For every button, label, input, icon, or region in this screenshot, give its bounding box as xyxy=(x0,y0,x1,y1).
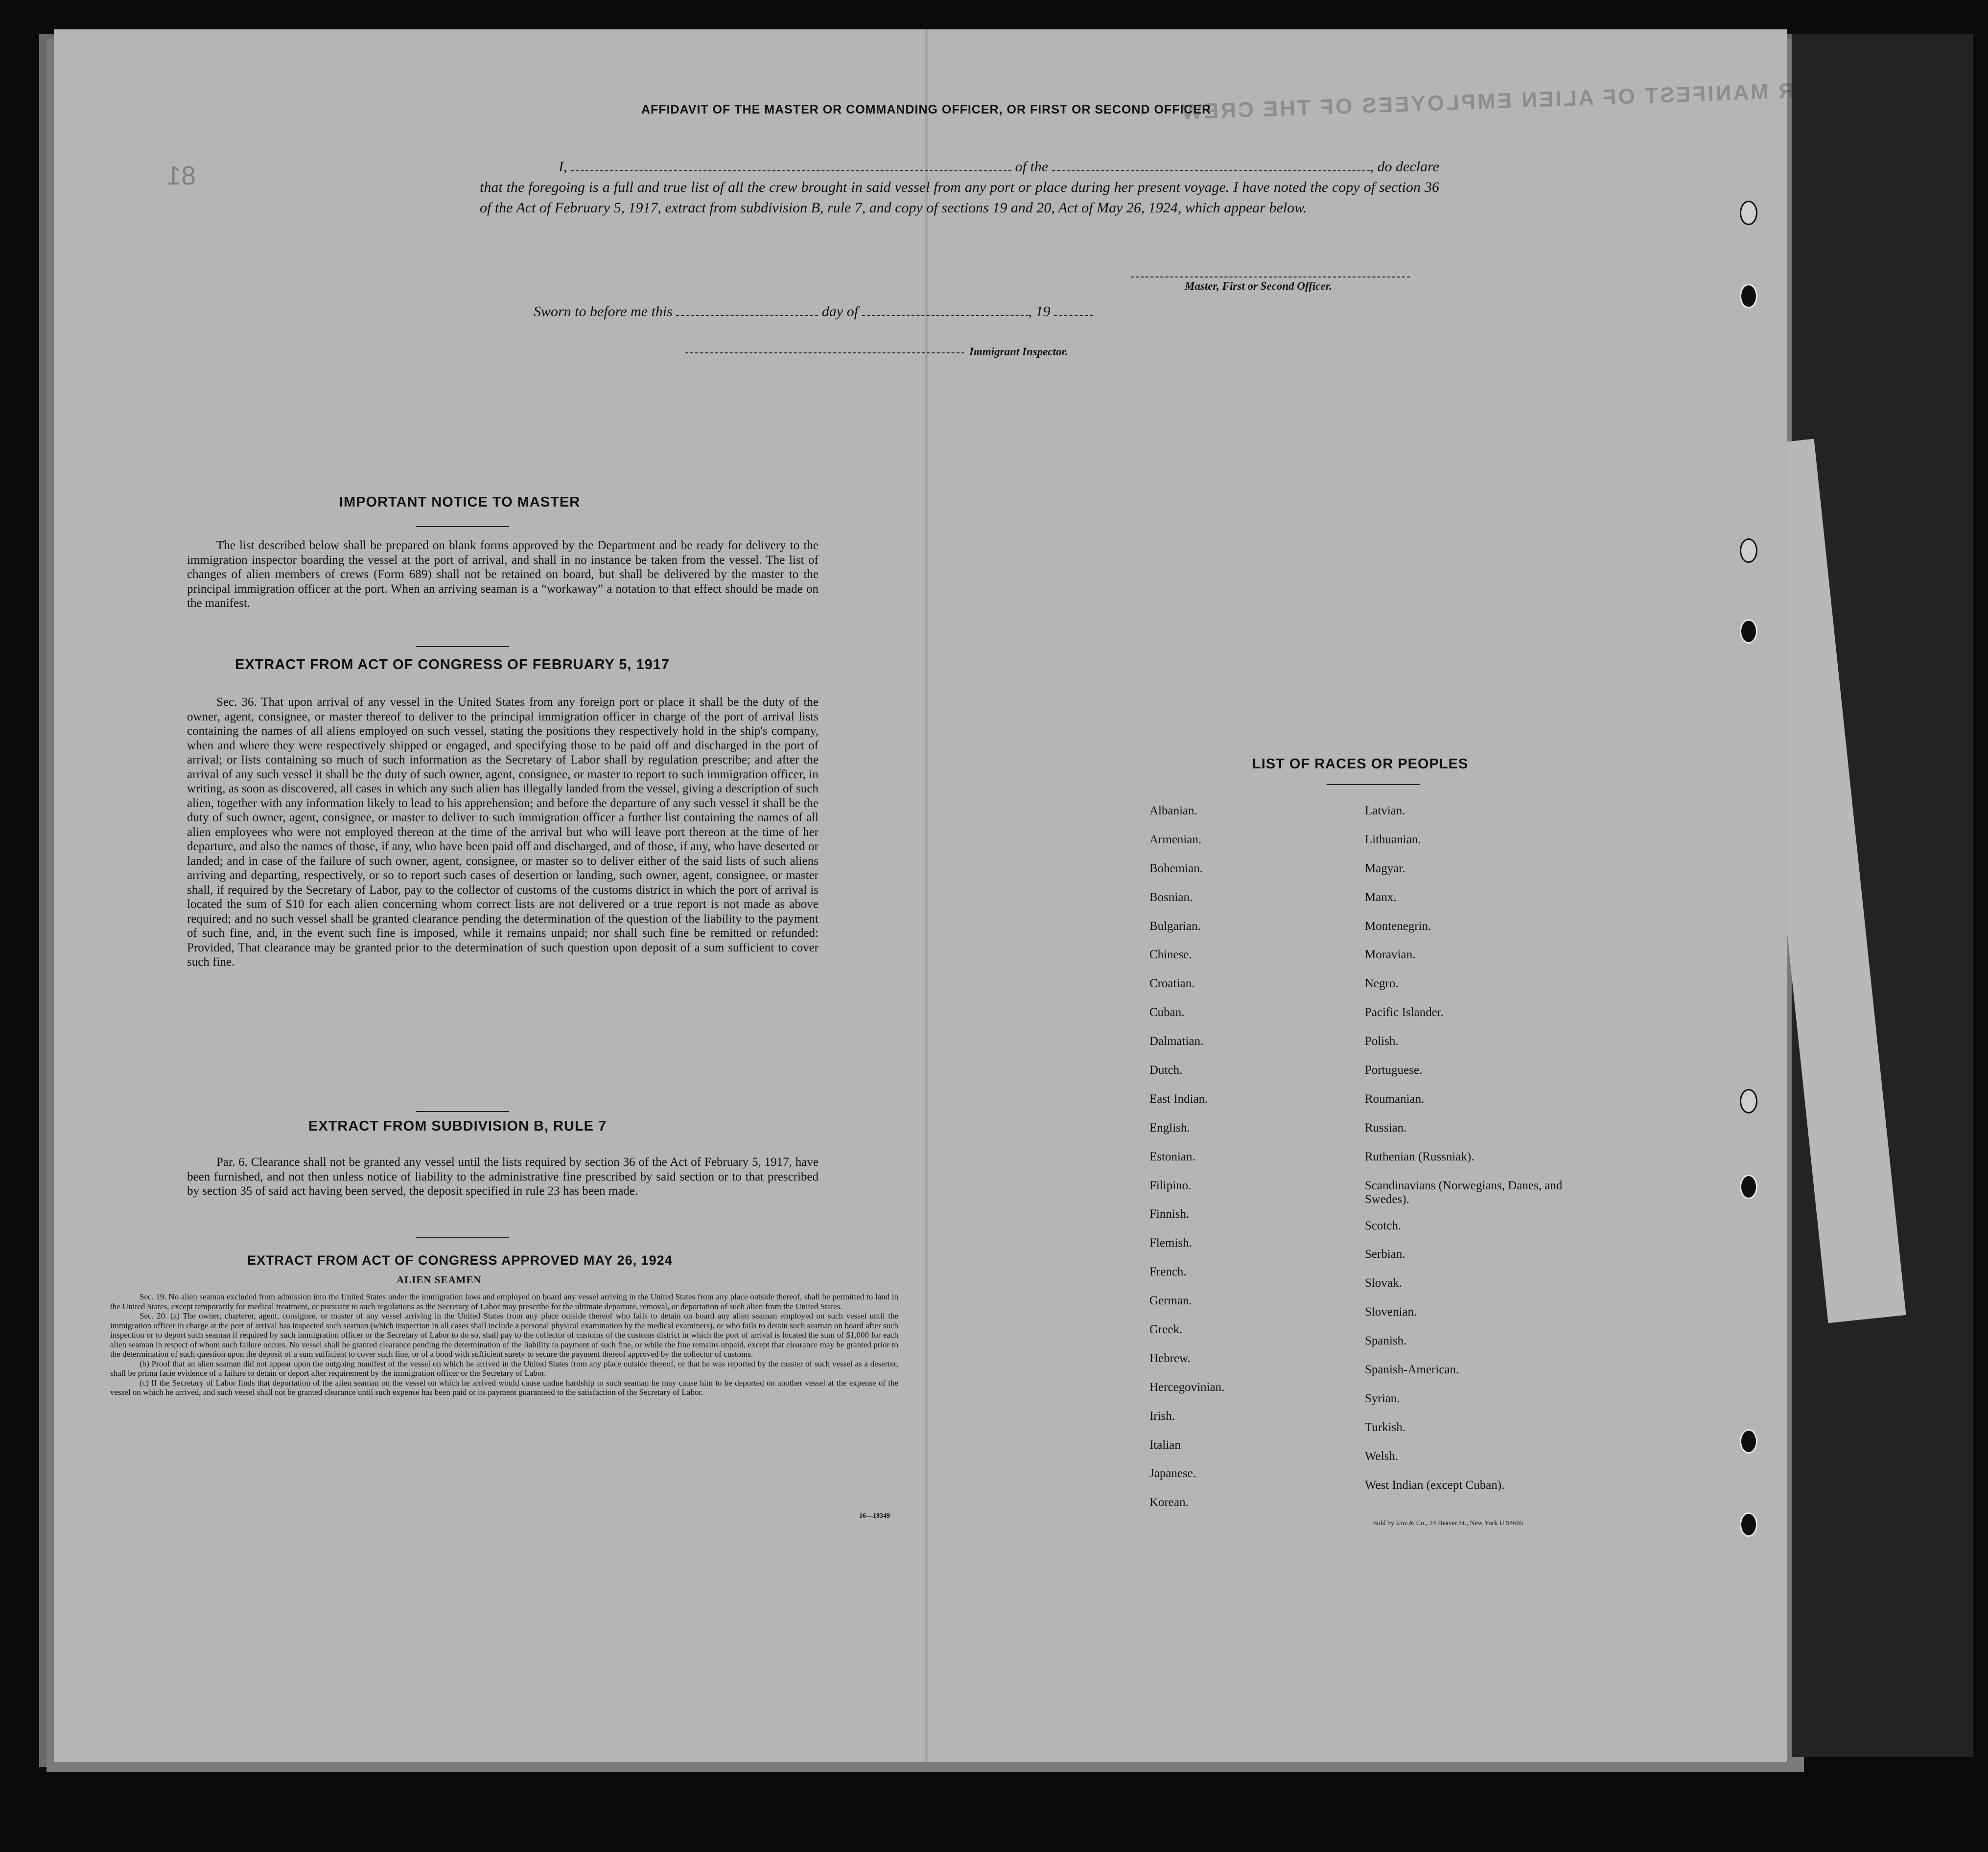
affidavit-title: AFFIDAVIT OF THE MASTER OR COMMANDING OFFICER, OR FIRST OR SECOND OFFICER xyxy=(641,103,1212,116)
race-list-item: Latvian. xyxy=(1365,804,1405,817)
race-list-item: Slovak. xyxy=(1365,1276,1402,1290)
signature-blank xyxy=(1131,277,1410,278)
race-list-item: Portuguese. xyxy=(1365,1064,1423,1077)
race-list-item: German. xyxy=(1149,1294,1192,1308)
punch-hole xyxy=(1740,1512,1757,1537)
day-blank xyxy=(676,304,818,316)
sworn-line xyxy=(534,303,1093,320)
name-blank xyxy=(571,160,1011,171)
race-list-item: Ruthenian (Russniak). xyxy=(1365,1150,1474,1163)
bleed-through-number: 81 xyxy=(166,161,196,190)
affidavit-declare: , do declare xyxy=(1370,159,1439,175)
sec-20b-text: (b) Proof that an alien seaman did not appear upon the outgoing manifest of the vessel on which he arrived in the United States from any place outside thereof, or that he was reported by the master of such vessel as a deserter, shall be prima facie evidence of a failure to detain or deport after requirement by the immigration officer or the Secretary of Labor. xyxy=(110,1359,898,1378)
section-rule xyxy=(416,1237,509,1238)
race-list-item: Welsh. xyxy=(1365,1449,1399,1463)
race-list-item: Irish. xyxy=(1149,1409,1175,1423)
race-list-item: West Indian (except Cuban). xyxy=(1365,1478,1505,1492)
affidavit-body: that the foregoing is a full and true list of all the crew brought in said vessel from any port or place during her present voyage. I have noted the copy of section 36 of the Act of February 5, 1917, extract from subdivision B, rule 7, and copy of sections 19 and 20, Act of May 26, 1924, which appear below. xyxy=(480,179,1439,216)
race-list-item: Finnish. xyxy=(1149,1207,1190,1221)
punch-hole xyxy=(1740,1429,1757,1454)
race-list-item: Estonian. xyxy=(1149,1150,1195,1163)
race-list-item: Chinese. xyxy=(1149,948,1192,962)
extract-1924-text xyxy=(110,1292,898,1397)
sec-19-text: Sec. 19. No alien seaman excluded from admission into the United States under the immigration laws and employed on board any vessel arriving in the United States from any place outside thereof, shall be permitted to land in the United States, except temporarily for medical treatment, or pursuant to such regulations as the Secretary of Labor may prescribe for the ultimate departure, removal, or deportation of such alien from the United States. xyxy=(110,1292,898,1311)
sworn-text: Sworn to before me this xyxy=(534,303,673,320)
punch-hole xyxy=(1740,1175,1757,1199)
race-list-item: Spanish. xyxy=(1365,1334,1407,1348)
page-fold xyxy=(925,29,928,1762)
races-left-column xyxy=(1149,804,1296,1525)
race-list-item: Roumanian. xyxy=(1365,1092,1425,1106)
race-list-item: Greek. xyxy=(1149,1323,1183,1337)
race-list-item: Syrian. xyxy=(1365,1391,1400,1405)
sec-20c-text: (c) If the Secretary of Labor finds that deportation of the alien seaman on the vessel on which he arrived would cause undue hardship to such seaman he may cause him to be deported on another vessel at the expense of the vessel on which he arrived, and such vessel shall not be granted clearance until such expense has been paid or its payment guaranteed to the satisfaction of the Secretary of Labor. xyxy=(110,1378,898,1397)
race-list-item: Scandinavians (Norwegians, Danes, and Swedes). xyxy=(1365,1179,1563,1206)
affidavit-line1 xyxy=(480,157,1439,177)
race-list-item: Serbian. xyxy=(1365,1248,1405,1261)
punch-hole xyxy=(1740,201,1757,225)
notice-text: The list described below shall be prepared on blank forms approved by the Department and be ready for delivery to the immigration inspector boarding the vessel at the port of arrival, and shall in no instance be taken from the vessel. The list of changes of alien members of crews (Form 689) shall not be retained on board, but shall be delivered by the master to the principal immigration officer at the port. When an arriving seaman is a “workaway” a notation to that effect should be made on the manifest. xyxy=(187,539,819,610)
year-text: , 19 xyxy=(1028,303,1051,320)
affidavit-of-the: of the xyxy=(1015,159,1049,175)
inspector-label: Immigrant Inspector. xyxy=(969,346,1068,358)
punch-hole xyxy=(1740,538,1757,563)
inspector-blank xyxy=(685,352,964,353)
extract-1917-title: EXTRACT FROM ACT OF CONGRESS OF FEBRUARY 5, 1917 xyxy=(235,657,670,672)
bleed-through-text: LIST OR MANIFEST OF ALIEN EMPLOYEES OF THE CREW xyxy=(1179,76,1876,124)
races-title: LIST OF RACES OR PEOPLES xyxy=(1252,756,1469,772)
race-list-item: Russian. xyxy=(1365,1121,1407,1134)
race-list-item: Japanese. xyxy=(1149,1467,1196,1481)
race-list-item: Lithuanian. xyxy=(1365,833,1421,846)
race-list-item: Polish. xyxy=(1365,1035,1399,1048)
race-list-item: Albanian. xyxy=(1149,804,1197,817)
race-list-item: Dutch. xyxy=(1149,1064,1183,1077)
race-list-item: Moravian. xyxy=(1365,948,1416,962)
race-list-item: Cuban. xyxy=(1149,1006,1185,1019)
race-list-item: Hebrew. xyxy=(1149,1351,1191,1365)
race-list-item: Negro. xyxy=(1365,977,1399,991)
race-list-item: Scotch. xyxy=(1365,1219,1402,1232)
race-list-item: Croatian. xyxy=(1149,977,1195,991)
affidavit-i: I, xyxy=(559,159,567,175)
races-right-column xyxy=(1365,804,1580,1507)
notice-title: IMPORTANT NOTICE TO MASTER xyxy=(339,494,581,510)
alien-seamen-subtitle: ALIEN SEAMEN xyxy=(397,1274,482,1286)
race-list-item: Italian xyxy=(1149,1438,1181,1452)
races-rule xyxy=(1327,784,1420,785)
race-list-item: Filipino. xyxy=(1149,1179,1192,1192)
race-list-item: English. xyxy=(1149,1121,1190,1134)
notice-rule xyxy=(416,526,509,527)
punch-hole xyxy=(1740,1089,1757,1113)
rule7-title: EXTRACT FROM SUBDIVISION B, RULE 7 xyxy=(308,1118,607,1134)
punch-hole xyxy=(1740,284,1757,308)
section-rule xyxy=(416,646,509,647)
race-list-item: Turkish. xyxy=(1365,1420,1406,1434)
race-list-item: Slovenian. xyxy=(1365,1305,1417,1319)
document-page xyxy=(54,29,1876,1762)
rule7-text: Par. 6. Clearance shall not be granted any vessel until the lists required by section 36 of the Act of February 5, 1917, have been furnished, and not then unless notice of liability to the administrative fine prescribed by said section or to that prescribed by section 35 of said act having been served, the deposit specified in rule 23 has been made. xyxy=(187,1156,819,1198)
month-blank xyxy=(862,304,1029,316)
year-blank xyxy=(1054,304,1093,316)
race-list-item: Hercegovinian. xyxy=(1149,1380,1225,1394)
printer-credit: Sold by Unz & Co., 24 Beaver St., New York U 94605 xyxy=(1373,1520,1523,1527)
signature-label: Master, First or Second Officer. xyxy=(1185,280,1333,292)
race-list-item: Korean. xyxy=(1149,1496,1189,1509)
race-list-item: Dalmatian. xyxy=(1149,1035,1204,1048)
race-list-item: French. xyxy=(1149,1265,1187,1279)
race-list-item: Magyar. xyxy=(1365,861,1405,875)
race-list-item: Pacific Islander. xyxy=(1365,1006,1444,1019)
race-list-item: Manx. xyxy=(1365,890,1397,904)
race-list-item: East Indian. xyxy=(1149,1092,1208,1106)
extract-1924-title: EXTRACT FROM ACT OF CONGRESS APPROVED MAY 26, 1924 xyxy=(247,1253,673,1268)
race-list-item: Armenian. xyxy=(1149,833,1202,846)
race-list-item: Spanish-American. xyxy=(1365,1363,1459,1377)
affidavit-text xyxy=(480,157,1439,218)
form-number: 16—19349 xyxy=(859,1512,890,1520)
race-list-item: Bulgarian. xyxy=(1149,919,1201,933)
sec-20a-text: Sec. 20. (a) The owner, charterer, agent, consignee, or master of any vessel arriving in the United States from any place outside thereof who fails to detain on board any alien seaman employed on such vessel until the immigration officer in charge at the port of arrival has inspected such seaman (which inspection in all cases shall include a personal physical examination by the medical examiners), or who fails to detain such seaman on board after such inspection or to deport such seaman if required by such immigration officer or the Secretary of Labor to do so, shall pay to the collector of customs of the customs district in which the port of arrival is located the sum of $1,000 for each alien seaman in respect of whom such failure occurs. No vessel shall be granted clearance pending the determination of the liability to payment of such fine, or while the fine remains unpaid, except that clearance may be granted prior to the determination of such question upon the deposit of a sum sufficient to cover such fine, or of a bond with sufficient surety to secure the payment thereof approved by the collector of customs. xyxy=(110,1311,898,1359)
vessel-blank xyxy=(1052,160,1370,171)
race-list-item: Flemish. xyxy=(1149,1236,1192,1250)
race-list-item: Bosnian. xyxy=(1149,890,1193,904)
extract-1917-text: Sec. 36. That upon arrival of any vessel in the United States from any foreign port or place it shall be the duty of the owner, agent, consignee, or master thereof to deliver to the principal immigration officer in charge of the port of arrival lists containing the names of all aliens employed on such vessel, stating the positions they respectively hold in the ship's company, when and where they were respectively shipped or engaged, and specifying those to be paid off and discharged in the port of arrival; or lists containing so much of such information as the Secretary of Labor shall by regulation prescribe; and after the arrival of any such vessel it shall be the duty of such owner, agent, consignee, or master to report to such immigration officer, in writing, as soon as discovered, all cases in which any such alien has illegally landed from the vessel, giving a description of such alien, together with any information likely to lead to his apprehension; and before the departure of any such vessel it shall be the duty of such owner, agent, consignee, or master to deliver to such immigration officer a further list containing the names of all alien employees who were not employed thereon at the time of the arrival but who will leave port thereon at the time of her departure, and also the names of those, if any, who have been paid off and discharged, and of those, if any, who have deserted or landed; and in case of the failure of such owner, agent, consignee, or master so to deliver either of the said lists of such aliens arriving and departing, respectively, or so to report such cases of desertion or landing, such owner, agent, consignee, or master shall, if required by the Secretary of Labor, pay to the collector of customs of the customs district in which the port of arrival is located the sum of $10 for each alien concerning whom correct lists are not delivered or a true report is not made as above required; and no such vessel shall be granted clearance pending the determination of the question of the liability to the payment of such fine, and, in the event such fine is imposed, while it remains unpaid; nor shall such fine be remitted or refunded: Provided, That clearance may be granted prior to the determination of such question upon deposit of a sum sufficient to cover such fine. xyxy=(187,695,819,969)
race-list-item: Bohemian. xyxy=(1149,861,1203,875)
punch-hole xyxy=(1740,619,1757,644)
day-of-text: day of xyxy=(821,303,859,320)
section-rule xyxy=(416,1111,509,1112)
race-list-item: Montenegrin. xyxy=(1365,919,1431,933)
